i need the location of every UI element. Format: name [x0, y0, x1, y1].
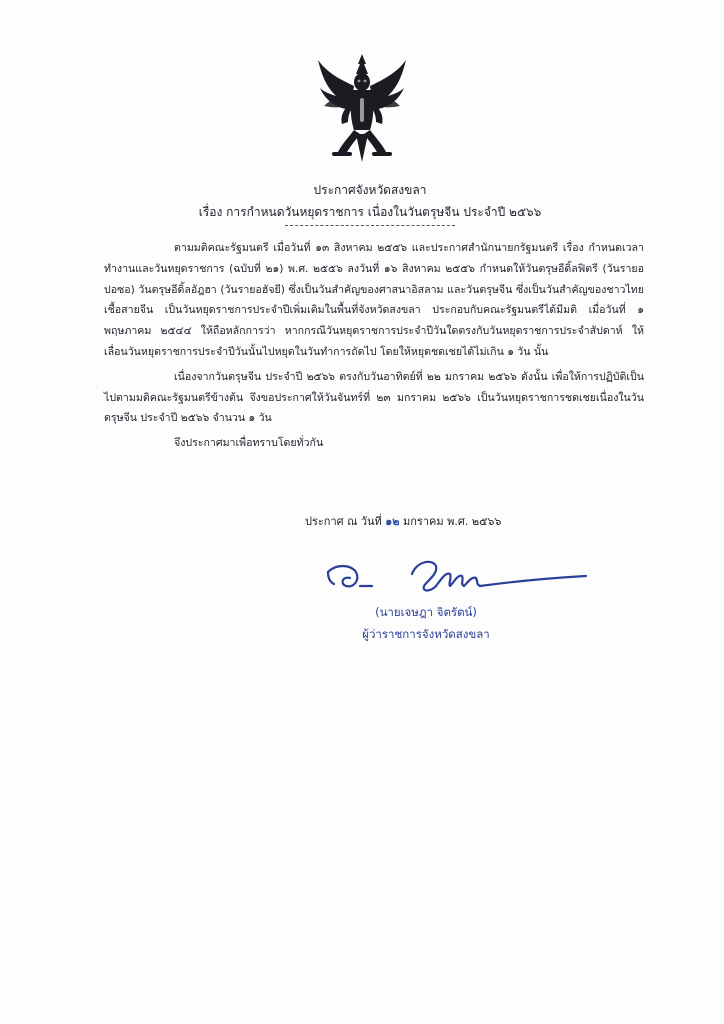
announcement-date — [305, 512, 501, 532]
signer-block — [336, 601, 516, 645]
signer-position: ผู้ว่าราชการจังหวัดสงขลา — [362, 627, 490, 641]
body-paragraph-3: จึงประกาศมาเพื่อทราบโดยทั่วกัน — [174, 437, 324, 450]
document-body — [104, 238, 644, 454]
body-paragraph-2: เนื่องจากวันตรุษจีน ประจำปี ๒๕๖๖ ตรงกับวันอาทิตย์ที่ ๒๒ มกราคม ๒๕๖๖ ดังนั้น เพื่อให้การปฏิบัติเป็นไปตามมติคณะรัฐมนตรีข้างต้น จึงขอประกาศให้วันจันทร์ที่ ๒๓ มกราคม ๒๕๖๖ เป็นวันหยุดราชการชดเชยเนื่องในวันตรุษจีน ประจำปี ๒๕๖๖ จำนวน ๑ วัน — [104, 370, 644, 425]
announcement-date-suffix: มกราคม พ.ศ. ๒๕๖๖ — [403, 515, 502, 528]
signer-name: (นายเจษฎา จิตรัตน์) — [375, 605, 477, 619]
handwritten-signature — [320, 552, 592, 602]
header-divider — [285, 225, 455, 226]
body-paragraph-1: ตามมติคณะรัฐมนตรี เมื่อวันที่ ๑๓ สิงหาคม ๒๕๕๖ และประกาศสำนักนายกรัฐมนตรี เรื่อง กำหนดเวลาทำงานและวันหยุดราชการ (ฉบับที่ ๒๑) พ.ศ. ๒๕๕๖ ลงวันที่ ๑๖ สิงหาคม ๒๕๕๖ กำหนดให้วันตรุษอีดิ้ลฟิตรี (วันรายอปอซอ) วันตรุษอีดิ้ลอัฎฮา (วันรายอฮัจยี) ซึ่งเป็นวันสำคัญของศาสนาอิสลาม และวันตรุษจีน ซึ่งเป็นวันสำคัญของชาวไทยเชื้อสายจีน เป็นวันหยุดราชการประจำปีเพิ่มเติมในพื้นที่จังหวัดสงขลา ประกอบกับคณะรัฐมนตรีได้มีมติ เมื่อวันที่ ๑ พฤษภาคม ๒๕๔๔ ให้ถือหลักการว่า หากกรณีวันหยุดราชการประจำปีวันใดตรงกับวันหยุดราชการประจำสัปดาห์ ให้เลื่อนวันหยุดราชการประจำปีวันนั้นไปหยุดในวันทำการถัดไป โดยให้หยุดชดเชยได้ไม่เกิน ๑ วัน นั้น — [104, 242, 644, 358]
announcement-date-prefix: ประกาศ ณ วันที่ — [305, 515, 382, 528]
document-header — [160, 179, 580, 226]
announcement-date-day: ๑๒ — [385, 515, 400, 528]
announcement-subject: เรื่อง การกำหนดวันหยุดราชการ เนื่องในวันตรุษจีน ประจำปี ๒๕๖๖ — [198, 205, 542, 219]
garuda-emblem-icon — [316, 52, 408, 164]
announcement-title: ประกาศจังหวัดสงขลา — [313, 183, 427, 197]
